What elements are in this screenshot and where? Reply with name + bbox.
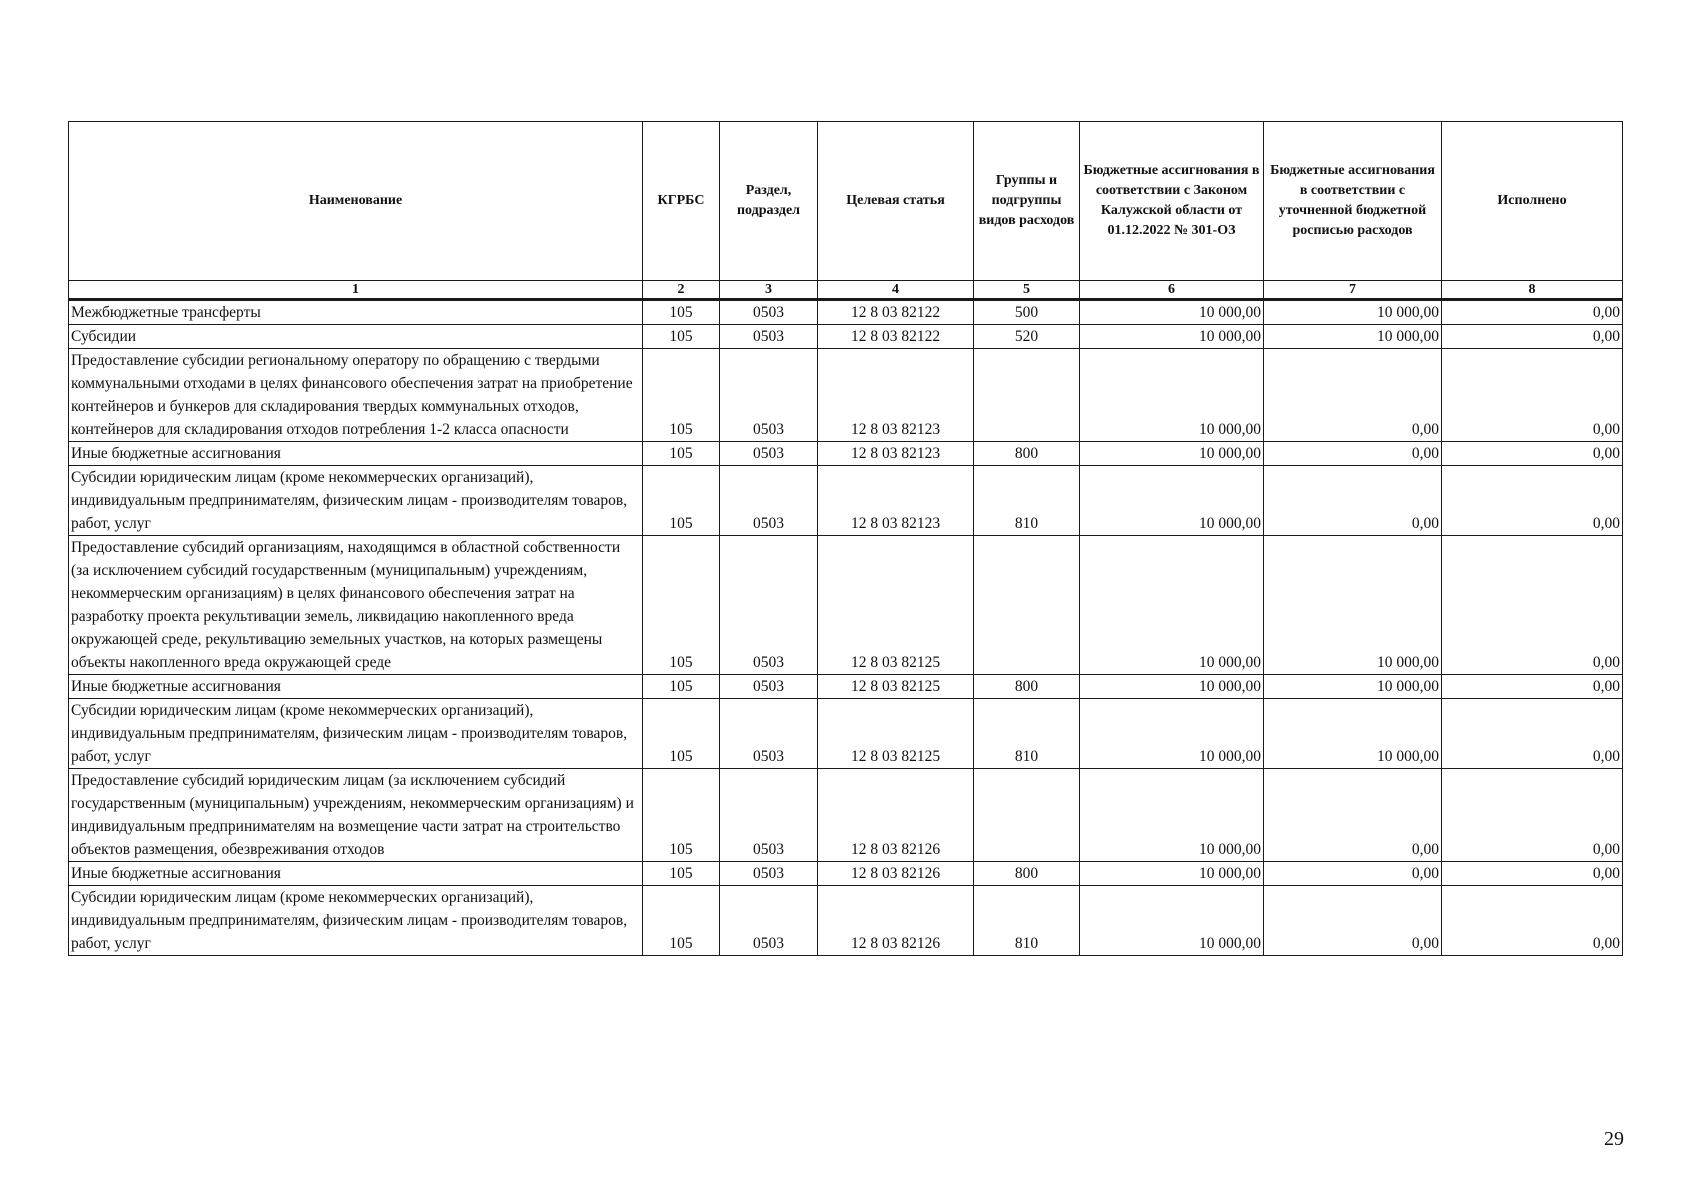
row-kgrbs: 105 (643, 349, 720, 442)
row-refined-amount: 0,00 (1264, 466, 1442, 536)
row-target-article: 12 8 03 82122 (818, 300, 974, 325)
row-refined-amount: 0,00 (1264, 862, 1442, 886)
row-refined-amount: 0,00 (1264, 886, 1442, 956)
table-row (69, 466, 1623, 536)
table-row (69, 442, 1623, 466)
row-law-amount: 10 000,00 (1080, 349, 1264, 442)
row-name: Субсидии юридическим лицам (кроме некоммерческих организаций), индивидуальным предпринимателям, физическим лицам - производителям товаров, работ, услуг (69, 699, 643, 769)
table-row (69, 349, 1623, 442)
column-number: 2 (643, 281, 720, 300)
row-executed-amount: 0,00 (1442, 769, 1623, 862)
column-number: 4 (818, 281, 974, 300)
table-row (69, 886, 1623, 956)
row-section: 0503 (720, 536, 818, 675)
row-law-amount: 10 000,00 (1080, 862, 1264, 886)
row-kgrbs: 105 (643, 325, 720, 349)
row-kgrbs: 105 (643, 769, 720, 862)
row-law-amount: 10 000,00 (1080, 699, 1264, 769)
row-target-article: 12 8 03 82126 (818, 862, 974, 886)
row-law-amount: 10 000,00 (1080, 769, 1264, 862)
row-section: 0503 (720, 325, 818, 349)
row-expense-group: 520 (974, 325, 1080, 349)
row-name: Межбюджетные трансферты (69, 300, 643, 325)
row-law-amount: 10 000,00 (1080, 536, 1264, 675)
row-law-amount: 10 000,00 (1080, 886, 1264, 956)
row-name: Иные бюджетные ассигнования (69, 862, 643, 886)
row-target-article: 12 8 03 82125 (818, 675, 974, 699)
row-target-article: 12 8 03 82122 (818, 325, 974, 349)
row-executed-amount: 0,00 (1442, 349, 1623, 442)
row-name: Предоставление субсидий организациям, находящимся в областной собственности (за исключением субсидий государственным (муниципальным) учреждениям, некоммерческим организациям) в целях финансового обеспечения затрат на разработку проекта рекультивации земель, ликвидацию накопленного вреда окружающей среде, рекультивацию земельных участков, на которых размещены объекты накопленного вреда окружающей среде (69, 536, 643, 675)
row-expense-group: 800 (974, 862, 1080, 886)
row-law-amount: 10 000,00 (1080, 300, 1264, 325)
row-expense-group: 500 (974, 300, 1080, 325)
row-target-article: 12 8 03 82125 (818, 699, 974, 769)
header-expense-groups: Группы и подгруппы видов расходов (974, 122, 1080, 281)
row-kgrbs: 105 (643, 862, 720, 886)
row-refined-amount: 0,00 (1264, 769, 1442, 862)
header-executed: Исполнено (1442, 122, 1623, 281)
column-number: 5 (974, 281, 1080, 300)
column-number: 3 (720, 281, 818, 300)
row-refined-amount: 10 000,00 (1264, 699, 1442, 769)
row-executed-amount: 0,00 (1442, 536, 1623, 675)
row-law-amount: 10 000,00 (1080, 325, 1264, 349)
row-refined-amount: 10 000,00 (1264, 675, 1442, 699)
row-kgrbs: 105 (643, 675, 720, 699)
row-expense-group: 800 (974, 442, 1080, 466)
row-kgrbs: 105 (643, 442, 720, 466)
row-refined-amount: 10 000,00 (1264, 536, 1442, 675)
row-kgrbs: 105 (643, 886, 720, 956)
row-law-amount: 10 000,00 (1080, 675, 1264, 699)
row-name: Иные бюджетные ассигнования (69, 675, 643, 699)
row-expense-group: 810 (974, 886, 1080, 956)
row-kgrbs: 105 (643, 466, 720, 536)
row-law-amount: 10 000,00 (1080, 466, 1264, 536)
row-name: Иные бюджетные ассигнования (69, 442, 643, 466)
row-section: 0503 (720, 300, 818, 325)
column-number: 7 (1264, 281, 1442, 300)
table-row (69, 769, 1623, 862)
header-target-article: Целевая статья (818, 122, 974, 281)
row-section: 0503 (720, 442, 818, 466)
table-row (69, 675, 1623, 699)
table-row (69, 300, 1623, 325)
row-law-amount: 10 000,00 (1080, 442, 1264, 466)
row-refined-amount: 10 000,00 (1264, 325, 1442, 349)
row-target-article: 12 8 03 82123 (818, 442, 974, 466)
row-kgrbs: 105 (643, 699, 720, 769)
column-number: 6 (1080, 281, 1264, 300)
row-expense-group (974, 769, 1080, 862)
row-name: Предоставление субсидии региональному оператору по обращению с твердыми коммунальными отходами в целях финансового обеспечения затрат на приобретение контейнеров и бункеров для складирования твердых коммунальных отходов, контейнеров для складирования отходов потребления 1-2 класса опасности (69, 349, 643, 442)
row-executed-amount: 0,00 (1442, 886, 1623, 956)
table-row (69, 862, 1623, 886)
header-refined-allocations: Бюджетные ассигнования в соответствии с уточненной бюджетной росписью расходов (1264, 122, 1442, 281)
row-executed-amount: 0,00 (1442, 466, 1623, 536)
row-executed-amount: 0,00 (1442, 300, 1623, 325)
row-target-article: 12 8 03 82123 (818, 349, 974, 442)
row-refined-amount: 10 000,00 (1264, 300, 1442, 325)
row-executed-amount: 0,00 (1442, 325, 1623, 349)
row-section: 0503 (720, 699, 818, 769)
row-target-article: 12 8 03 82123 (818, 466, 974, 536)
row-refined-amount: 0,00 (1264, 349, 1442, 442)
header-name: Наименование (69, 122, 643, 281)
row-expense-group: 810 (974, 699, 1080, 769)
row-executed-amount: 0,00 (1442, 699, 1623, 769)
row-name: Субсидии (69, 325, 643, 349)
row-name: Субсидии юридическим лицам (кроме некоммерческих организаций), индивидуальным предпринимателям, физическим лицам - производителям товаров, работ, услуг (69, 886, 643, 956)
table-row (69, 325, 1623, 349)
budget-table (68, 121, 1623, 956)
row-expense-group: 800 (974, 675, 1080, 699)
row-section: 0503 (720, 675, 818, 699)
row-name: Субсидии юридическим лицам (кроме некоммерческих организаций), индивидуальным предпринимателям, физическим лицам - производителям товаров, работ, услуг (69, 466, 643, 536)
row-executed-amount: 0,00 (1442, 442, 1623, 466)
row-section: 0503 (720, 886, 818, 956)
row-section: 0503 (720, 349, 818, 442)
row-executed-amount: 0,00 (1442, 675, 1623, 699)
row-section: 0503 (720, 466, 818, 536)
header-kgrbs: КГРБС (643, 122, 720, 281)
header-section: Раздел, подраздел (720, 122, 818, 281)
column-number: 8 (1442, 281, 1623, 300)
row-name: Предоставление субсидий юридическим лицам (за исключением субсидий государственным (муниципальным) учреждениям, некоммерческим организациям) и индивидуальным предпринимателям на возмещение части затрат на строительство объектов размещения, обезвреживания отходов (69, 769, 643, 862)
row-kgrbs: 105 (643, 300, 720, 325)
row-executed-amount: 0,00 (1442, 862, 1623, 886)
row-kgrbs: 105 (643, 536, 720, 675)
row-target-article: 12 8 03 82126 (818, 886, 974, 956)
column-number: 1 (69, 281, 643, 300)
row-expense-group: 810 (974, 466, 1080, 536)
row-target-article: 12 8 03 82125 (818, 536, 974, 675)
table-row (69, 536, 1623, 675)
row-target-article: 12 8 03 82126 (818, 769, 974, 862)
row-expense-group (974, 349, 1080, 442)
row-expense-group (974, 536, 1080, 675)
header-law-allocations: Бюджетные ассигнования в соответствии с Законом Калужской области от 01.12.2022 № 301-ОЗ (1080, 122, 1264, 281)
row-section: 0503 (720, 769, 818, 862)
table-row (69, 699, 1623, 769)
page-number: 29 (1604, 1128, 1624, 1150)
row-refined-amount: 0,00 (1264, 442, 1442, 466)
row-section: 0503 (720, 862, 818, 886)
